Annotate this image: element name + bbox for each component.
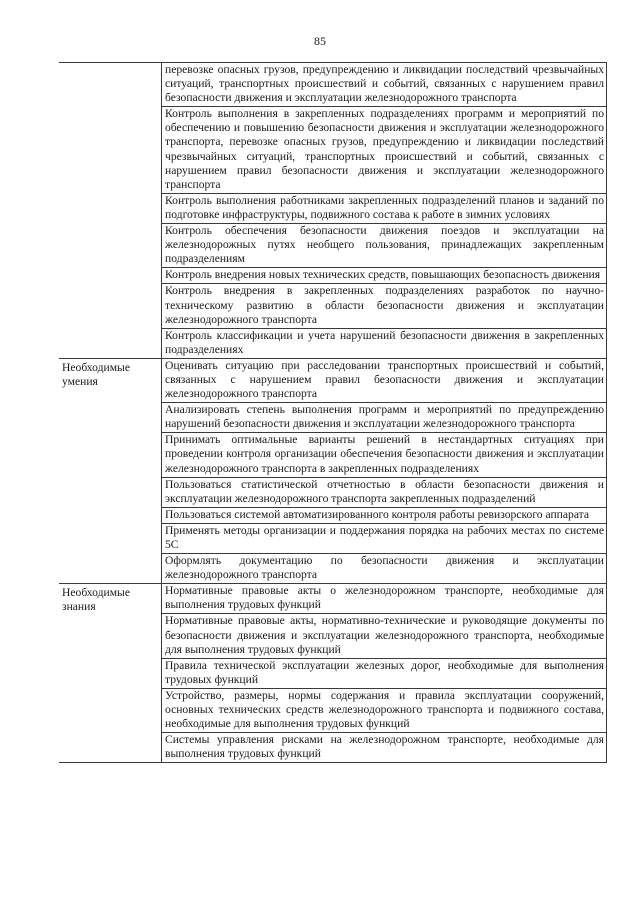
requirement-item: Нормативные правовые акты о железнодорожном транспорте, необходимые для выполнения трудовых функций	[162, 584, 607, 614]
page-number: 85	[314, 34, 326, 48]
requirement-item: Контроль выполнения работниками закрепленных подразделений планов и заданий по подготовке инфраструктуры, подвижного состава к работе в зимних условиях	[162, 193, 607, 223]
requirement-item: Пользоваться статистической отчетностью в области безопасности движения и эксплуатации железнодорожного транспорта закрепленных подразделений	[162, 477, 607, 507]
requirement-item: Анализировать степень выполнения программ и мероприятий по предупреждению нарушений безопасности движения и эксплуатации железнодорожного транспорта	[162, 403, 607, 433]
requirement-item: Системы управления рисками на железнодорожном транспорте, необходимые для выполнения трудовых функций	[162, 733, 607, 763]
requirement-item: Правила технической эксплуатации железных дорог, необходимые для выполнения трудовых функций	[162, 658, 607, 688]
requirement-item: Принимать оптимальные варианты решений в нестандартных ситуациях при проведении контроля организации обеспечения безопасности движения и эксплуатации железнодорожного транспорта в закрепленных подразделениях	[162, 433, 607, 477]
table-body	[59, 63, 607, 763]
requirement-item: Оформлять документацию по безопасности движения и эксплуатации железнодорожного транспорта	[162, 554, 607, 584]
requirement-item: Оценивать ситуацию при расследовании транспортных происшествий и событий, связанных с нарушением правил безопасности движения и эксплуатации железнодорожного транспорта	[162, 358, 607, 402]
table-row	[59, 358, 607, 402]
requirements-table	[59, 62, 607, 763]
requirement-item: Контроль внедрения новых технических средств, повышающих безопасность движения	[162, 268, 607, 284]
requirement-item: перевозке опасных грузов, предупреждению и ликвидации последствий чрезвычайных ситуаций, транспортных происшествий и событий, связанных с нарушением правил безопасности движения и эксплуатации железнодорожного транспорта	[162, 63, 607, 107]
requirement-item: Контроль обеспечения безопасности движения поездов и эксплуатации на железнодорожных путях необщего пользования, принадлежащих закрепленным подразделениям	[162, 224, 607, 268]
requirement-item: Пользоваться системой автоматизированного контроля работы ревизорского аппарата	[162, 507, 607, 523]
requirement-item: Нормативные правовые акты, нормативно-технические и руководящие документы по безопасности движения и эксплуатации железнодорожного транспорта, необходимые для выполнения трудовых функций	[162, 614, 607, 658]
requirement-item: Применять методы организации и поддержания порядка на рабочих местах по системе 5С	[162, 523, 607, 553]
table-row	[59, 63, 607, 107]
requirement-item: Контроль внедрения в закрепленных подразделениях разработок по научно-техническому развитию в области безопасности движения и эксплуатации железнодорожного транспорта	[162, 284, 607, 328]
requirement-item: Контроль выполнения в закрепленных подразделениях программ и мероприятий по обеспечению и повышению безопасности движения и эксплуатации железнодорожного транспорта, перевозке опасных грузов, предупреждению и ликвидации последствий чрезвычайных ситуаций, транспортных происшествий и событий, связанных с нарушением правил безопасности движения и эксплуатации железнодорожного транспорта	[162, 107, 607, 194]
section-label: Необходимые знания	[59, 584, 162, 763]
table-row	[59, 584, 607, 614]
section-label: Необходимые умения	[59, 358, 162, 583]
requirement-item: Контроль классификации и учета нарушений безопасности движения в закрепленных подразделениях	[162, 328, 607, 358]
section-label	[59, 63, 162, 359]
requirement-item: Устройство, размеры, нормы содержания и правила эксплуатации сооружений, основных технических средств железнодорожного транспорта и подвижного состава, необходимые для выполнения трудовых функций	[162, 688, 607, 732]
